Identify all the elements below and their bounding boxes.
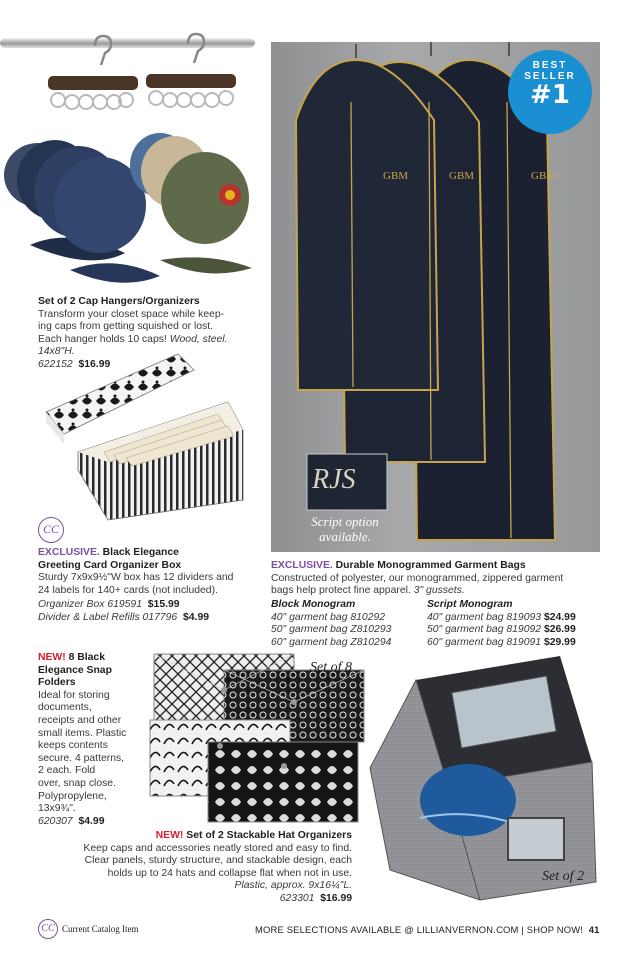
footer-more-text[interactable]: MORE SELECTIONS AVAILABLE @ LILLIANVERNON.COM | SHOP NOW! xyxy=(255,924,584,935)
caps-dimensions: 14x8"H. xyxy=(38,346,75,358)
folders-desc-4: small items. Plastic xyxy=(38,727,127,739)
greeting-option-1 xyxy=(38,599,268,612)
block-row-3-size: 60" garment bag xyxy=(271,636,348,648)
hats-desc-3: holds up to 24 hats and collapse flat when not in use. xyxy=(107,867,352,879)
script-row-1 xyxy=(427,612,602,625)
script-row-2-size: 50" garment bag xyxy=(427,624,504,636)
garment-desc-1: Constructed of polyester, our monogrammed, zippered garment xyxy=(271,572,564,584)
caps-title: Set of 2 Cap Hangers/Organizers xyxy=(38,296,200,307)
block-monogram-3: GBM xyxy=(531,170,557,182)
caps-desc-3 xyxy=(38,334,263,347)
best-seller-number: #1 xyxy=(530,80,570,110)
block-monogram-1: GBM xyxy=(383,170,409,182)
script-option-caption: Script option available. xyxy=(311,514,379,544)
folders-desc-5: keeps contents xyxy=(38,740,108,752)
folders-set-callout: Set of 8 xyxy=(310,660,352,675)
script-row-3-size: 60" garment bag xyxy=(427,636,504,648)
garment-desc-2-text: bags help protect fine apparel. xyxy=(271,585,411,597)
caps-price: $16.99 xyxy=(78,358,111,370)
garment-desc-2 xyxy=(271,585,601,598)
folders-title-2: Elegance Snap xyxy=(38,664,112,676)
greeting-card-box-photo xyxy=(38,352,256,522)
snap-folders-photo xyxy=(148,650,378,830)
best-seller-badge xyxy=(508,50,592,134)
block-row-1-size: 40" garment bag xyxy=(271,611,348,623)
script-row-1-price: $24.99 xyxy=(543,611,576,623)
folders-product-copy xyxy=(38,652,150,828)
folders-desc-2: documents, xyxy=(38,702,92,714)
block-monogram-2: GBM xyxy=(449,170,475,182)
best-seller-label: BEST SELLER xyxy=(524,60,576,82)
garment-gussets: 3" gussets. xyxy=(413,585,465,597)
block-row-2 xyxy=(271,624,431,637)
caps-materials: Wood, steel. xyxy=(169,333,228,345)
script-row-3 xyxy=(427,637,602,650)
script-row-1-item: 819093 xyxy=(506,611,542,623)
script-monogram-list xyxy=(427,599,602,649)
block-monogram-header: Block Monogram xyxy=(271,599,356,610)
folders-desc-10: 13x9¾". xyxy=(38,803,76,815)
folders-new-tag: NEW! xyxy=(38,652,66,663)
greeting-title-1: Black Elegance xyxy=(102,547,179,558)
script-row-2 xyxy=(427,624,602,637)
caps-desc-1: Transform your closet space while keep- xyxy=(38,308,225,320)
current-catalog-footer-icon: CC xyxy=(38,919,58,939)
greeting-option-1-price: $15.99 xyxy=(147,599,180,611)
greeting-option-2-item: 017796 xyxy=(142,611,178,623)
garment-product-copy xyxy=(271,560,601,598)
block-row-2-item: Z810293 xyxy=(350,624,392,636)
folders-price: $4.99 xyxy=(78,815,105,827)
caps-desc-3-text: Each hanger holds 10 caps! xyxy=(38,333,167,345)
garment-exclusive-tag: EXCLUSIVE. xyxy=(271,560,333,571)
greeting-option-2-name: Divider & Label Refills xyxy=(38,611,140,623)
cap-hangers-photo xyxy=(0,30,260,290)
block-row-2-size: 50" garment bag xyxy=(271,624,348,636)
footer-more-selections[interactable] xyxy=(255,924,600,935)
greeting-desc-1: Sturdy 7x9x9½"W box has 12 dividers and xyxy=(38,572,234,584)
block-row-3-item: Z810294 xyxy=(350,636,392,648)
garment-title-line xyxy=(271,560,601,573)
script-row-1-size: 40" garment bag xyxy=(427,611,504,623)
block-row-3 xyxy=(271,637,431,650)
folders-desc-1: Ideal for storing xyxy=(38,689,110,701)
folders-title-1: 8 Black xyxy=(68,652,105,663)
folders-item-number: 620307 xyxy=(38,815,73,827)
greeting-option-1-item: 619591 xyxy=(107,599,142,611)
hats-price: $16.99 xyxy=(320,892,352,904)
block-row-1-item: 810292 xyxy=(350,611,386,623)
folders-price-line xyxy=(38,816,150,829)
hats-item-number: 623301 xyxy=(279,892,315,904)
greeting-title-2: Greeting Card Organizer Box xyxy=(38,559,182,571)
greeting-title-line-1 xyxy=(38,547,268,560)
hats-desc-2: Clear panels, sturdy structure, and stackable design, each xyxy=(84,855,352,867)
script-row-3-item: 819091 xyxy=(506,636,542,648)
greeting-option-2 xyxy=(38,612,268,625)
folders-desc-3: receipts and other xyxy=(38,714,122,726)
script-row-2-price: $26.99 xyxy=(543,624,576,636)
hats-desc-1: Keep caps and accessories neatly stored and easy to find. xyxy=(83,842,352,854)
folders-title-line-1 xyxy=(38,652,150,665)
hats-new-tag: NEW! xyxy=(155,830,184,841)
hats-product-copy xyxy=(38,830,352,906)
folders-desc-8: over, snap close. xyxy=(38,777,116,789)
greeting-option-2-price: $4.99 xyxy=(183,611,210,623)
greeting-product-copy xyxy=(38,547,268,625)
garment-title: Durable Monogrammed Garment Bags xyxy=(335,560,526,571)
caps-desc-2: ing caps from getting squished or lost. xyxy=(38,321,214,333)
greeting-option-1-name: Organizer Box xyxy=(38,599,105,611)
hats-price-line xyxy=(38,893,352,906)
block-monogram-list xyxy=(271,599,431,649)
greeting-exclusive-tag: EXCLUSIVE. xyxy=(38,547,100,558)
folders-desc-7: 2 each. Fold xyxy=(38,765,96,777)
current-catalog-label: Current Catalog Item xyxy=(62,924,139,934)
folders-desc-9: Polypropylene, xyxy=(38,790,107,802)
greeting-desc-2: 24 labels for 140+ cards (not included). xyxy=(38,584,218,596)
folders-desc-6: secure. 4 patterns, xyxy=(38,752,125,764)
script-monogram-swatch: RJS xyxy=(312,464,356,495)
hats-materials: Plastic, approx. 9x16¼"L. xyxy=(234,880,352,892)
hats-title: Set of 2 Stackable Hat Organizers xyxy=(186,830,352,841)
folders-title-3: Folders xyxy=(38,677,76,689)
script-row-3-price: $29.99 xyxy=(543,636,576,648)
page-number: 41 xyxy=(588,924,600,935)
current-catalog-icon: CC xyxy=(38,517,64,543)
script-monogram-header: Script Monogram xyxy=(427,599,513,610)
block-row-1 xyxy=(271,612,431,625)
hats-set-callout: Set of 2 xyxy=(542,869,584,884)
caps-item-number: 622152 xyxy=(38,358,73,370)
hats-title-line xyxy=(38,830,352,843)
script-row-2-item: 819092 xyxy=(506,624,542,636)
